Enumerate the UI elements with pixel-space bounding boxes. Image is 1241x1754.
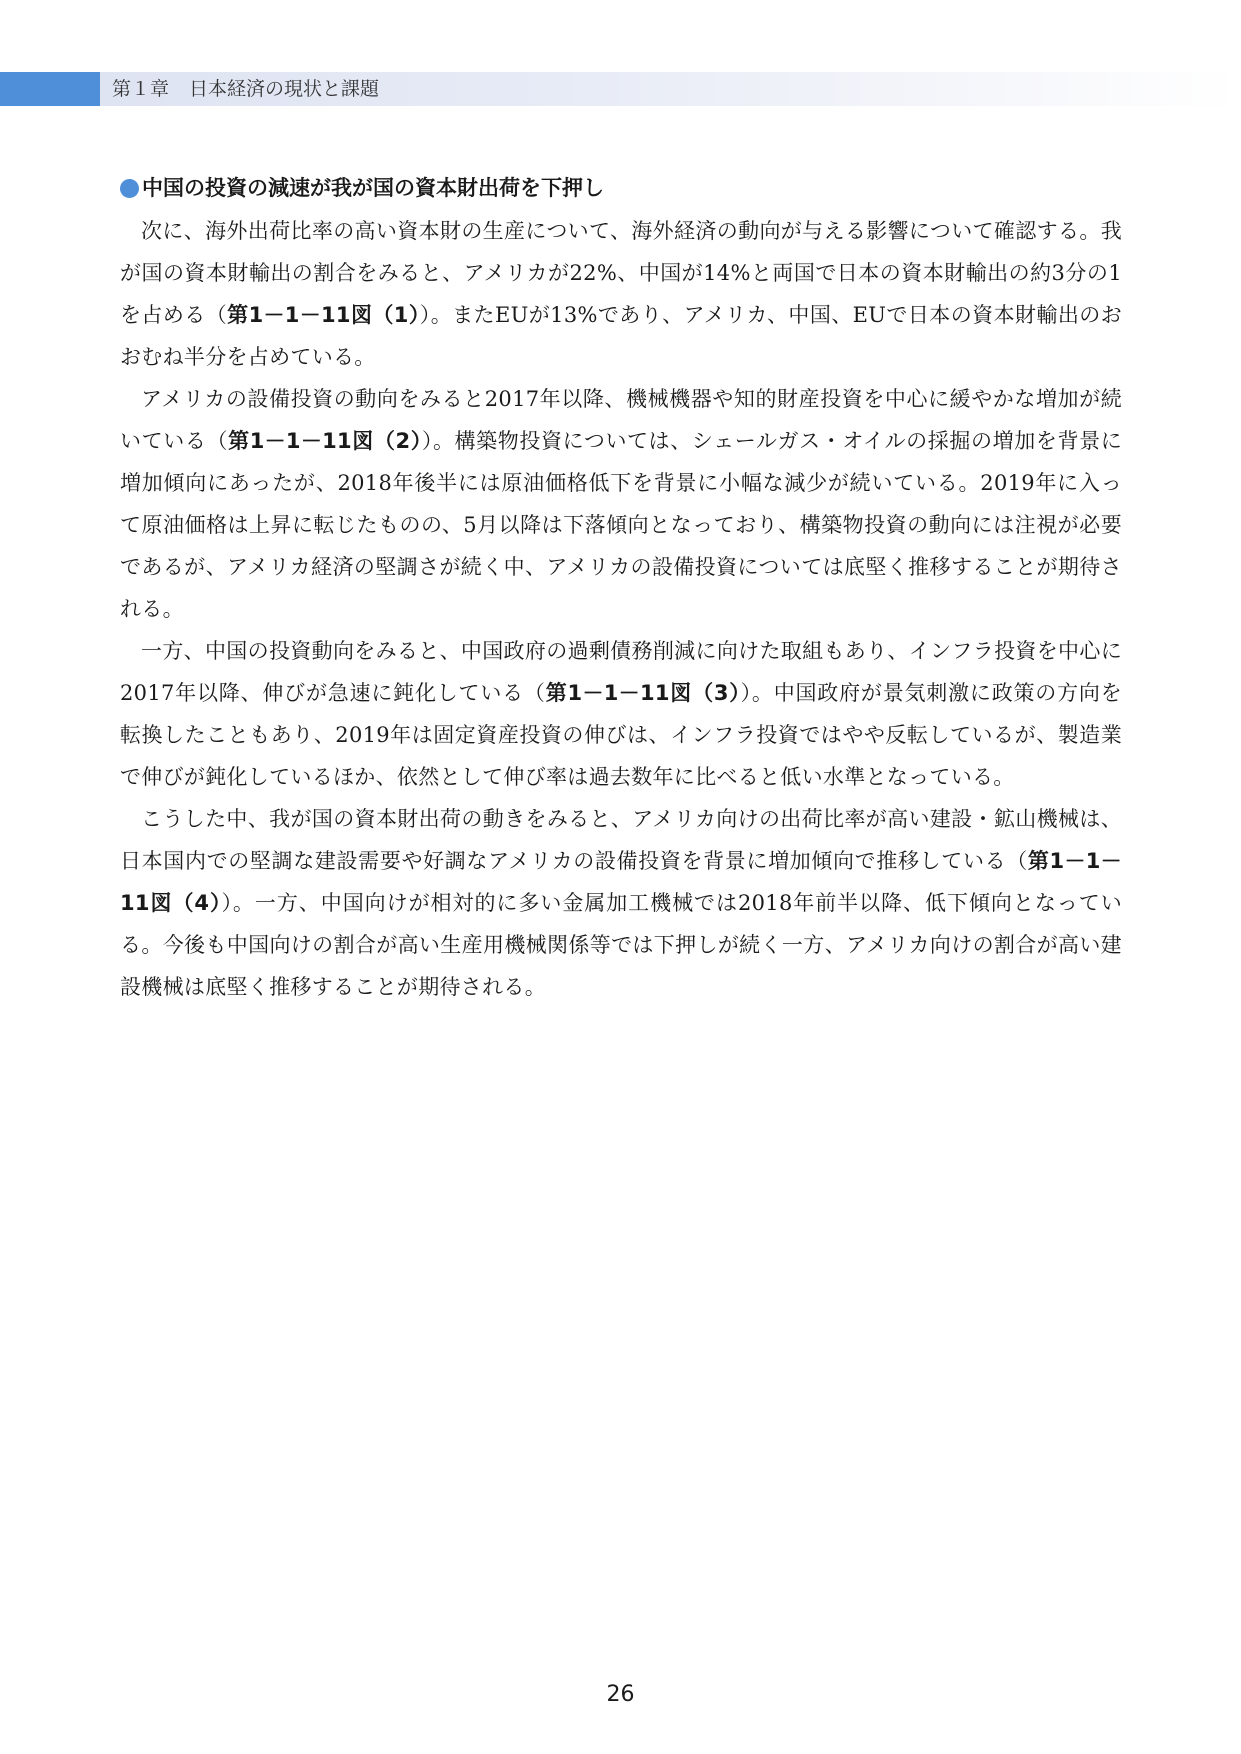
paragraph-2 xyxy=(120,378,1122,630)
chapter-title: 日本経済の現状と課題 xyxy=(189,78,380,100)
main-content xyxy=(120,172,1122,1008)
paragraph-text: 次に、海外出荷比率の高い資本財の生産について、海外経済の動向が与える影響について確認する。我が国の資本財輸出の割合をみると、アメリカが22%、中国が14%と両国で日本の資本財輸出の約3分の1を占める（ xyxy=(120,219,1122,327)
page-number: 26 xyxy=(606,1682,635,1707)
paragraph-1 xyxy=(120,210,1122,378)
paragraph-text: ）。中国政府が景気刺激に政策の方向を転換したこともあり、2019年は固定資産投資の伸びは、インフラ投資ではやや反転しているが、製造業で伸びが鈍化しているほか、依然として伸び率は過去数年に比べると低い水準となっている。 xyxy=(120,681,1123,789)
paragraph-text: こうした中、我が国の資本財出荷の動きをみると、アメリカ向けの出荷比率が高い建設・鉱山機械は、日本国内での堅調な建設需要や好調なアメリカの設備投資を背景に増加傾向で推移している（ xyxy=(120,807,1122,873)
paragraph-text: 一方、中国の投資動向をみると、中国政府の過剰債務削減に向けた取組もあり、インフラ投資を中心に2017年以降、伸びが急速に鈍化している（ xyxy=(120,639,1122,705)
chapter-header-accent xyxy=(0,72,100,106)
section-heading-text: 中国の投資の減速が我が国の資本財出荷を下押し xyxy=(142,176,604,200)
figure-reference: 第1－1－11図（1） xyxy=(227,303,420,327)
paragraph-3 xyxy=(120,630,1122,798)
figure-reference: 第1－1－11図（4） xyxy=(120,849,1122,915)
paragraph-text: ）。一方、中国向けが相対的に多い金属加工機械では2018年前半以降、低下傾向となっている。今後も中国向けの割合が高い生産用機械関係等では下押しが続く一方、アメリカ向けの割合が高い建設機械は底堅く推移することが期待される。 xyxy=(120,891,1122,999)
figure-reference: 第1－1－11図（3） xyxy=(545,681,741,705)
paragraph-4 xyxy=(120,798,1122,1008)
chapter-number: 第１章 xyxy=(112,78,170,100)
paragraph-text: ）。構築物投資については、シェールガス・オイルの採掘の増加を背景に増加傾向にあったが、2018年後半には原油価格低下を背景に小幅な減少が続いている。2019年に入って原油価格は上昇に転じたものの、5月以降は下落傾向となっており、構築物投資の動向には注視が必要であるが、アメリカ経済の堅調さが続く中、アメリカの設備投資については底堅く推移することが期待される。 xyxy=(120,429,1122,621)
figure-reference: 第1－1－11図（2） xyxy=(228,429,422,453)
bullet-circle-icon xyxy=(120,179,139,198)
paragraph-text: ）。またEUが13%であり、アメリカ、中国、EUで日本の資本財輸出のおおむね半分を占めている。 xyxy=(120,303,1123,369)
chapter-header xyxy=(112,72,379,106)
paragraph-text: アメリカの設備投資の動向をみると2017年以降、機械機器や知的財産投資を中心に緩やかな増加が続いている（ xyxy=(120,387,1122,453)
section-heading xyxy=(120,172,1122,204)
